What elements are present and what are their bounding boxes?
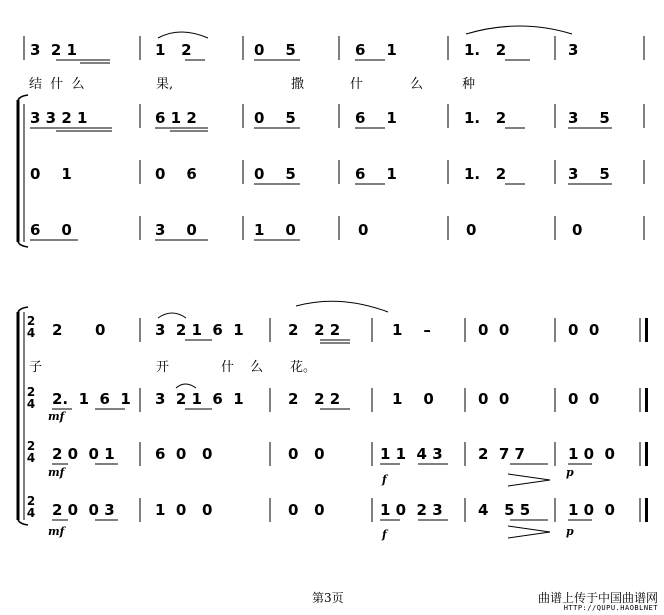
note: 1. 2 (464, 41, 507, 59)
lyric: 结 什 么 (29, 77, 85, 92)
note: 0 0 (288, 445, 325, 463)
dynamic-mf: mf (48, 525, 65, 538)
time-signature: 2 4 (26, 439, 36, 465)
note: 2 0 0 3 (52, 501, 115, 519)
site-credit: 曲谱上传于中国曲谱网 (537, 591, 658, 605)
note: 6 1 (355, 165, 397, 183)
note: 0 6 (155, 165, 197, 183)
note: 1. 2 (464, 109, 507, 127)
note: 1 0 0 (568, 445, 615, 463)
time-signature: 2 4 (26, 494, 36, 520)
note: 1 0 0 (155, 501, 213, 519)
lyric: 花。 (290, 360, 317, 375)
dynamic-p: p (566, 466, 574, 479)
lyric: 开 (156, 360, 170, 375)
lyric: 什 (221, 360, 235, 375)
note: 1 0 0 (568, 501, 615, 519)
site-url: HTTP://QUPU.HAOBLNET (563, 604, 658, 612)
note: 1 1 4 3 (380, 445, 443, 463)
time-signature: 2 4 (26, 385, 36, 411)
note: 1. 2 (464, 165, 507, 183)
lyric: 什 (350, 77, 364, 92)
note: 0 0 (288, 501, 325, 519)
time-signature: 2 4 (26, 314, 36, 340)
note: 3 2 1 6 1 (155, 390, 244, 408)
note: 0 0 (478, 390, 510, 408)
dynamic-f: f (382, 473, 387, 486)
note: 2 7 7 (478, 445, 525, 463)
note: 6 1 (355, 41, 397, 59)
note: 3 5 (568, 165, 610, 183)
lyric: 果, (156, 77, 174, 92)
page-number: 第3页 (312, 591, 344, 605)
note: 0 (95, 321, 106, 339)
note: 1 0 (392, 390, 434, 408)
note: 0 5 (254, 109, 296, 127)
note: 2. 1 6 1 (52, 390, 131, 408)
note: 1 2 (155, 41, 192, 59)
note: 4 5 5 (478, 501, 531, 519)
note: 0 (358, 221, 369, 239)
dynamic-mf: mf (48, 466, 65, 479)
note: 0 5 (254, 41, 296, 59)
note: 3 3 2 1 (30, 109, 88, 127)
note: 6 0 (30, 221, 72, 239)
note: 2 (52, 321, 63, 339)
lyric: 种 (462, 77, 476, 92)
note: 0 (572, 221, 583, 239)
dynamic-f: f (382, 528, 387, 541)
note: 2 2 2 (288, 321, 341, 339)
note: 3 (568, 41, 579, 59)
lyric: 么 (410, 77, 424, 92)
note: 0 1 (30, 165, 72, 183)
note: 3 2 1 (30, 41, 77, 59)
note: 2 2 2 (288, 390, 341, 408)
note: 1 0 2 3 (380, 501, 443, 519)
note: 2 0 0 1 (52, 445, 115, 463)
note: 6 1 2 (155, 109, 197, 127)
note: 6 1 (355, 109, 397, 127)
dynamic-mf: mf (48, 410, 65, 423)
note: 3 5 (568, 109, 610, 127)
note: 0 0 (568, 321, 600, 339)
lyric: 子 (29, 360, 43, 375)
note: 3 0 (155, 221, 197, 239)
note: 0 0 (478, 321, 510, 339)
note: 0 (466, 221, 477, 239)
lyric: 么 (250, 360, 264, 375)
note: 3 2 1 6 1 (155, 321, 244, 339)
note: 1 – (392, 321, 431, 339)
note: 0 0 (568, 390, 600, 408)
lyric: 撒 (291, 77, 305, 92)
note: 6 0 0 (155, 445, 213, 463)
dynamic-p: p (566, 525, 574, 538)
note: 0 5 (254, 165, 296, 183)
note: 1 0 (254, 221, 296, 239)
